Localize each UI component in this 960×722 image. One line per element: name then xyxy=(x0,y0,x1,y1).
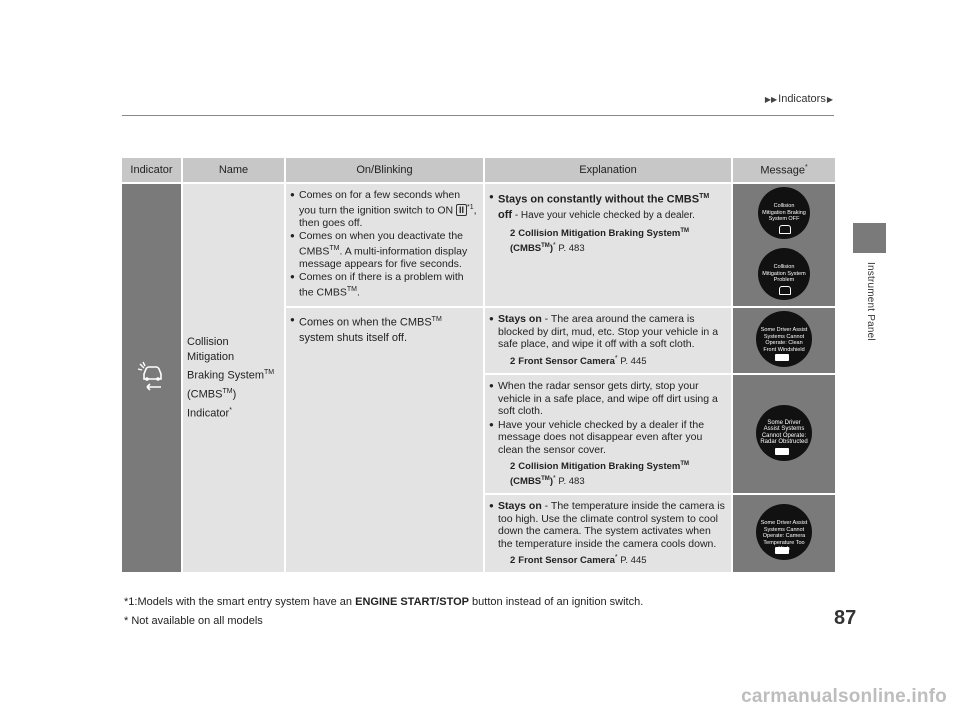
reference-arrow-icon: 2 xyxy=(510,355,516,367)
message-cell xyxy=(732,307,835,374)
section-label: Instrument Panel xyxy=(865,262,876,341)
radar-sensor-icon xyxy=(775,448,789,455)
table-header-row xyxy=(122,158,835,183)
camera-icon xyxy=(775,354,789,361)
display-message-image: Collision Mitigation Braking System OFF xyxy=(758,187,810,239)
breadcrumb-arrow-icon: ▶ xyxy=(826,95,833,104)
indicator-name-cell xyxy=(182,183,285,572)
explanation-cell xyxy=(484,494,732,572)
reference-arrow-icon: 2 xyxy=(510,227,516,239)
cross-reference-link[interactable]: 2 Collision Mitigation Braking System™ (CMBS™)* P. 483 xyxy=(510,461,690,488)
name-line: (CMBS™) xyxy=(187,387,237,401)
table-row xyxy=(122,183,835,307)
indicator-table xyxy=(122,158,835,572)
explanation-cell xyxy=(484,307,732,374)
reference-arrow-icon: 2 xyxy=(510,461,516,473)
header-name: Name xyxy=(182,158,285,183)
list-item: ● Comes on when you deactivate the CMBS™. A multi-information display message appears for five seconds. xyxy=(290,230,477,270)
header-divider xyxy=(122,115,834,116)
name-line: Braking System™ xyxy=(187,369,275,382)
list-item: ● When the radar sensor gets dirty, stop your vehicle in a safe place, and wipe off dirt using a soft cloth. xyxy=(489,380,725,418)
header-message: Message* xyxy=(732,158,835,183)
breadcrumb-label: Indicators xyxy=(778,93,826,105)
list-item: ● Comes on when the CMBS™ system shuts itself off. xyxy=(290,312,477,346)
header-indicator: Indicator xyxy=(122,158,182,183)
on-blinking-cell xyxy=(285,307,484,572)
page-number: 87 xyxy=(834,607,857,629)
message-cell xyxy=(732,183,835,307)
header-on-blinking: On/Blinking xyxy=(285,158,484,183)
list-item: ● Have your vehicle checked by a dealer if the message does not disappear even after you clean the sensor cover. 2 Collision Mitigation Braking System™ (CMBS™)* P. 483 xyxy=(489,419,725,489)
name-line: Mitigation xyxy=(187,351,235,364)
display-message-image: Collision Mitigation System Problem xyxy=(758,248,810,300)
display-message-image: Some Driver Assist Systems Cannot Operate: Clean Front Windshield xyxy=(756,311,812,367)
car-icon xyxy=(779,225,791,234)
cross-reference-link[interactable]: 2 Front Sensor Camera* P. 445 xyxy=(510,554,647,567)
list-item: ● Stays on - The temperature inside the camera is too high. Use the climate control system to cool down the camera. The system activates when the temperature inside the camera cools down. 2 Front Sensor Camera* P. 445 xyxy=(489,500,725,567)
message-cell xyxy=(732,494,835,572)
cross-reference-link[interactable]: 2 Front Sensor Camera* P. 445 xyxy=(510,354,647,367)
list-item: ● Stays on constantly without the CMBS™ off - Have your vehicle checked by a dealer. 2 Collision Mitigation Braking System™ (CMBS™)* P. 483 xyxy=(489,189,725,255)
watermark: carmanualsonline.info xyxy=(741,686,947,707)
cmbs-indicator-icon xyxy=(137,361,167,393)
ignition-position-key: II xyxy=(456,204,467,216)
cross-reference-link[interactable]: 2 Collision Mitigation Braking System™ (CMBS™)* P. 483 xyxy=(510,227,690,254)
name-line: Indicator* xyxy=(187,406,232,420)
list-item: ● Comes on if there is a problem with the CMBS™. xyxy=(290,271,477,299)
display-message-image: Some Driver Assist Systems Cannot Operate: Radar Obstructed xyxy=(756,405,812,461)
reference-arrow-icon: 2 xyxy=(510,555,516,567)
not-available-note: * Not available on all models xyxy=(124,615,263,627)
message-cell xyxy=(732,374,835,494)
header-explanation: Explanation xyxy=(484,158,732,183)
list-item: ● Stays on - The area around the camera is blocked by dirt, mud, etc. Stop your vehicle in a safe place, and wipe it off with a soft cloth. 2 Front Sensor Camera* P. 445 xyxy=(489,313,725,368)
display-message-image: Some Driver Assist Systems Cannot Operate: Camera Temperature Too xyxy=(756,504,812,560)
name-line: Collision xyxy=(187,336,229,349)
explanation-cell xyxy=(484,374,732,494)
car-icon xyxy=(779,286,791,295)
breadcrumb xyxy=(764,93,834,105)
footnote: *1:Models with the smart entry system have an ENGINE START/STOP button instead of an ignition switch. xyxy=(124,596,644,608)
indicator-icon-cell xyxy=(122,183,182,572)
camera-icon xyxy=(775,547,789,554)
on-blinking-cell xyxy=(285,183,484,307)
section-tab xyxy=(853,223,886,253)
list-item: ● Comes on for a few seconds when you turn the ignition switch to ON II $^{*1}$, then goes off. xyxy=(290,189,477,229)
breadcrumb-arrow-icon: ▶▶ xyxy=(764,95,778,104)
explanation-cell xyxy=(484,183,732,307)
